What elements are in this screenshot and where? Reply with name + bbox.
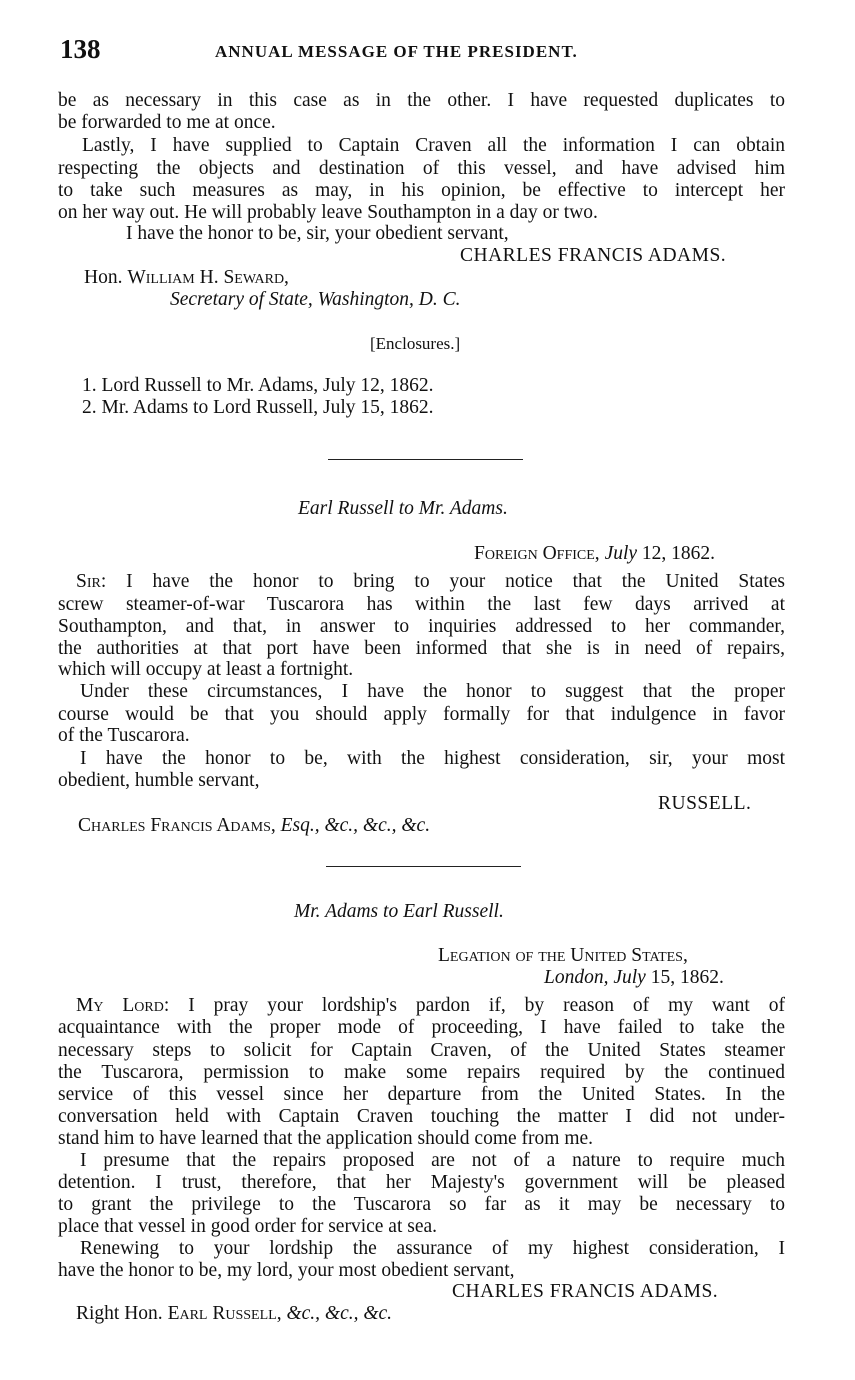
dateline-rest: 15, 1862.: [650, 967, 724, 988]
addressee: [76, 1303, 392, 1325]
section-divider: [328, 459, 523, 460]
salutation: My Lord: [76, 995, 164, 1016]
body-line: to grant the privilege to the Tuscarora so far as it may be necessary to: [58, 1194, 785, 1215]
addressee-title: Secretary of State, Washington, D. C.: [170, 289, 461, 310]
body-line: which will occupy at least a fortnight.: [58, 659, 354, 680]
dateline-rest: 12, 1862.: [641, 543, 716, 564]
signature: CHARLES FRANCIS ADAMS.: [460, 245, 727, 266]
page-header: [60, 34, 800, 70]
salutation-line: My Lord: I pray your lordship's pardon if, by reason of my want of: [76, 995, 785, 1016]
enclosures-heading: [Enclosures.]: [370, 334, 461, 353]
body-line: I presume that the repairs proposed are not of a nature to require much: [80, 1150, 785, 1171]
body-line: I have the honor to be, with the highest consideration, sir, your most: [80, 748, 785, 769]
body-line: the Tuscarora, permission to make some repairs required by the continued: [58, 1062, 785, 1083]
addressee-name: Earl Russell,: [167, 1303, 282, 1324]
body-line: course would be that you should apply formally for that indulgence in favor: [58, 704, 785, 725]
page-number: 138: [60, 34, 101, 64]
signature: RUSSELL.: [658, 793, 752, 814]
addressee-prefix: Hon.: [84, 267, 128, 288]
body-line: Southampton, and that, in answer to inquiries addressed to her commander,: [58, 616, 785, 637]
running-title: ANNUAL MESSAGE OF THE PRESIDENT.: [215, 42, 578, 61]
dateline: [474, 543, 715, 565]
letter-title: Mr. Adams to Earl Russell.: [294, 901, 504, 922]
dateline-month: July: [613, 967, 646, 988]
salutation: Sir: [76, 571, 101, 592]
closing-line: I have the honor to be, sir, your obedient servant,: [126, 223, 509, 244]
letter-title: Earl Russell to Mr. Adams.: [298, 498, 508, 519]
dateline-city: London,: [544, 967, 609, 988]
body-line: on her way out. He will probably leave Southampton in a day or two.: [58, 202, 598, 223]
addressee-prefix: Right Hon.: [76, 1303, 168, 1324]
body-line: stand him to have learned that the application should come from me.: [58, 1128, 594, 1149]
signature: CHARLES FRANCIS ADAMS.: [452, 1281, 719, 1302]
dateline-place: Foreign Office,: [474, 543, 600, 564]
enclosure-item: 1. Lord Russell to Mr. Adams, July 12, 1862.: [82, 375, 434, 396]
body-line: have the honor to be, my lord, your most obedient servant,: [58, 1260, 515, 1281]
dateline: [544, 967, 724, 989]
enclosure-item: 2. Mr. Adams to Lord Russell, July 15, 1862.: [82, 397, 434, 418]
body-line: conversation held with Captain Craven touching the matter I did not under-: [58, 1106, 785, 1127]
body-line: service of this vessel since her departure from the United States. In the: [58, 1084, 785, 1105]
body-line: detention. I trust, therefore, that her Majesty's government will be pleased: [58, 1172, 785, 1193]
body-line: obedient, humble servant,: [58, 770, 260, 791]
addressee-rest: Esq., &c., &c., &c.: [280, 815, 431, 836]
body-line: place that vessel in good order for service at sea.: [58, 1216, 438, 1237]
body-line: the authorities at that port have been informed that she is in need of repairs,: [58, 638, 785, 659]
addressee: [78, 815, 430, 837]
body-line: Under these circumstances, I have the honor to suggest that the proper: [80, 681, 785, 702]
body-line: necessary steps to solicit for Captain Craven, of the United States steamer: [58, 1040, 785, 1061]
body-line: respecting the objects and destination of this vessel, and have advised him: [58, 158, 785, 179]
addressee-rest: &c., &c., &c.: [286, 1303, 393, 1324]
addressee-name: Charles Francis Adams,: [78, 815, 276, 836]
body-line: be as necessary in this case as in the other. I have requested duplicates to: [58, 90, 785, 111]
body-line: of the Tuscarora.: [58, 725, 190, 746]
addressee-name: William H. Seward,: [127, 267, 289, 288]
body-line: screw steamer-of-war Tuscarora has within the last few days arrived at: [58, 594, 785, 615]
body-line: to take such measures as may, in his opinion, be effective to intercept her: [58, 180, 785, 201]
dateline-place: Legation of the United States,: [438, 945, 688, 966]
dateline-month: July: [604, 543, 638, 564]
body-line: acquaintance with the proper mode of proceeding, I have failed to take the: [58, 1017, 785, 1038]
body-line: Renewing to your lordship the assurance of my highest consideration, I: [80, 1238, 785, 1259]
section-divider: [326, 866, 521, 867]
body-line: Lastly, I have supplied to Captain Craven all the information I can obtain: [82, 135, 785, 156]
body-line: be forwarded to me at once.: [58, 112, 276, 133]
salutation-line: Sir: I have the honor to bring to your notice that the United States: [76, 571, 785, 592]
addressee: [84, 267, 289, 289]
